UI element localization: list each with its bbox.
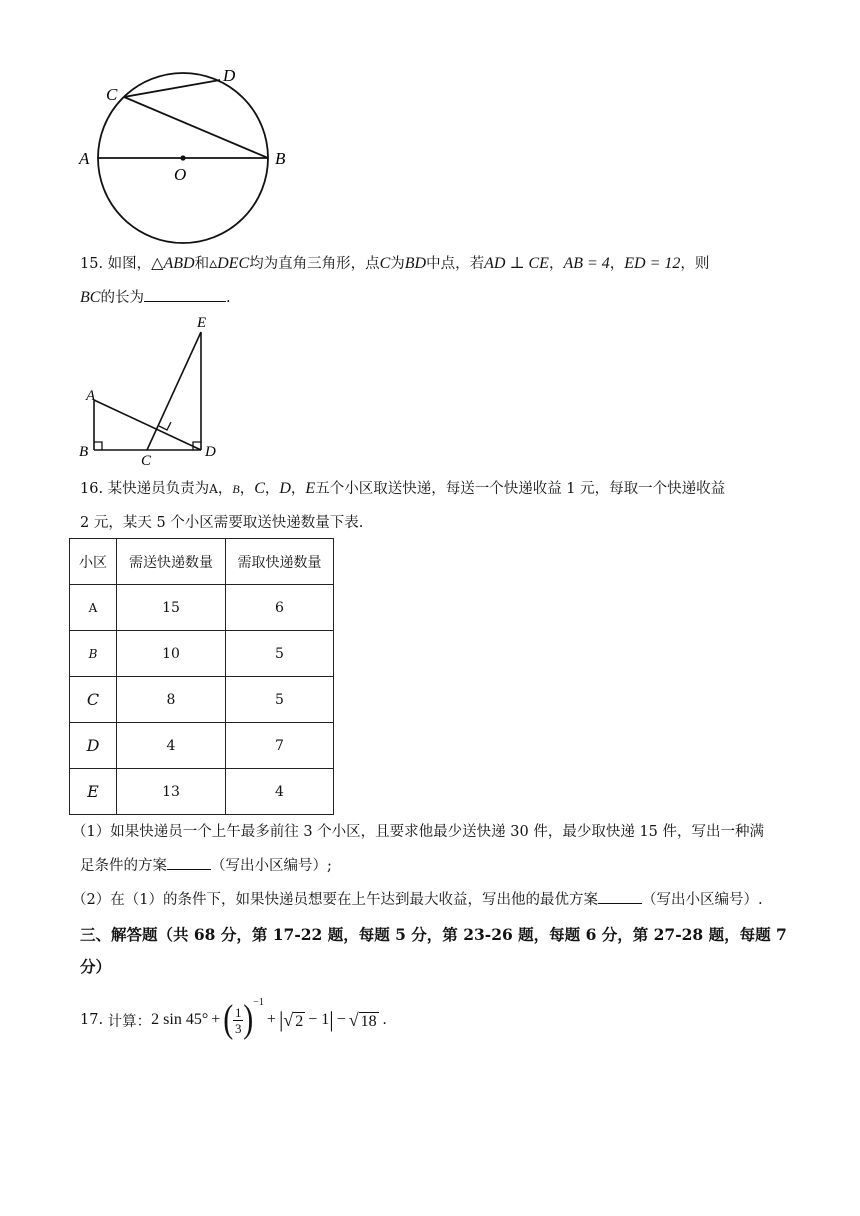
segment-ad — [94, 400, 201, 450]
label-b: B — [79, 444, 89, 460]
label-a: A — [86, 388, 96, 404]
answer-blank[interactable] — [167, 855, 211, 870]
term-sin: 2 sin 45° — [151, 1011, 209, 1028]
table-row: D 4 7 — [70, 723, 334, 769]
exponent: −1 — [253, 996, 264, 1008]
label-d: D — [223, 66, 236, 85]
q16-line1: 16. 某快递员负责为A，B，C，D，E五个小区取送快递，每送一个快递收益 1 元，每取一个快递收益 — [80, 480, 726, 497]
header-cell: 需送快递数量 — [117, 539, 226, 585]
label-o: O — [174, 165, 187, 184]
chord-cb — [124, 97, 268, 158]
table-row: A 15 6 — [70, 585, 334, 631]
right-angle-intersection — [159, 422, 171, 430]
fraction: 1 3 — [235, 1004, 242, 1036]
table-header-row — [70, 539, 334, 585]
label-d: D — [205, 444, 216, 460]
q16-part1-line1: （1）如果快递员一个上午最多前往 3 个小区，且要求他最少送快递 30 件，最少取快递 15 件，写出一种满 — [72, 824, 765, 840]
center-dot — [180, 155, 185, 160]
right-angle-b — [94, 442, 102, 450]
table-row: C 8 5 — [70, 677, 334, 723]
courier-table — [69, 538, 334, 815]
triangle-figure — [70, 310, 230, 470]
table-row: B 10 5 — [70, 631, 334, 677]
header-cell: 需取快递数量 — [226, 539, 334, 585]
q15-line2: BC的长为 . — [80, 289, 231, 306]
sqrt-2: √ 2 — [283, 1009, 304, 1030]
section-heading-cont: 分） — [80, 957, 112, 976]
q16-part2: （2）在（1）的条件下，如果快递员想要在上午达到最大收益，写出他的最优方案 （写出小区编号）. — [72, 888, 782, 912]
label-a: A — [79, 149, 90, 168]
q17: 17. 计算： 2 sin 45° + ( 1 3 ) −1 + | √ 2 − 1 | − √ 18 . — [80, 996, 387, 1041]
sqrt-18: √ 18 — [348, 1009, 377, 1030]
chord-cd — [124, 80, 220, 97]
answer-blank[interactable] — [144, 287, 226, 302]
label-c: C — [106, 85, 118, 104]
circle-figure — [70, 60, 310, 250]
answer-blank[interactable] — [598, 889, 642, 904]
header-cell: 小区 — [70, 539, 117, 585]
table-row: E 13 4 — [70, 769, 334, 815]
segment-ce — [147, 332, 201, 450]
label-c: C — [141, 453, 152, 469]
q16-line2: 2 元，某天 5 个小区需要取送快递数量下表. — [80, 515, 364, 531]
label-e: E — [197, 315, 207, 331]
q15-line1: 15. 如图，△ABD和▵DEC均为直角三角形，点C为BD中点，若AD ⊥ CE，AB = 4，ED = 12，则 — [80, 255, 710, 272]
label-b: B — [275, 149, 286, 168]
q16-part1-line2: 足条件的方案 （写出小区编号）; — [80, 854, 782, 878]
section-heading: 三、解答题（共 68 分，第 17-22 题，每题 5 分，第 23-26 题，每题 6 分，第 27-28 题，每题 7 — [80, 925, 787, 944]
